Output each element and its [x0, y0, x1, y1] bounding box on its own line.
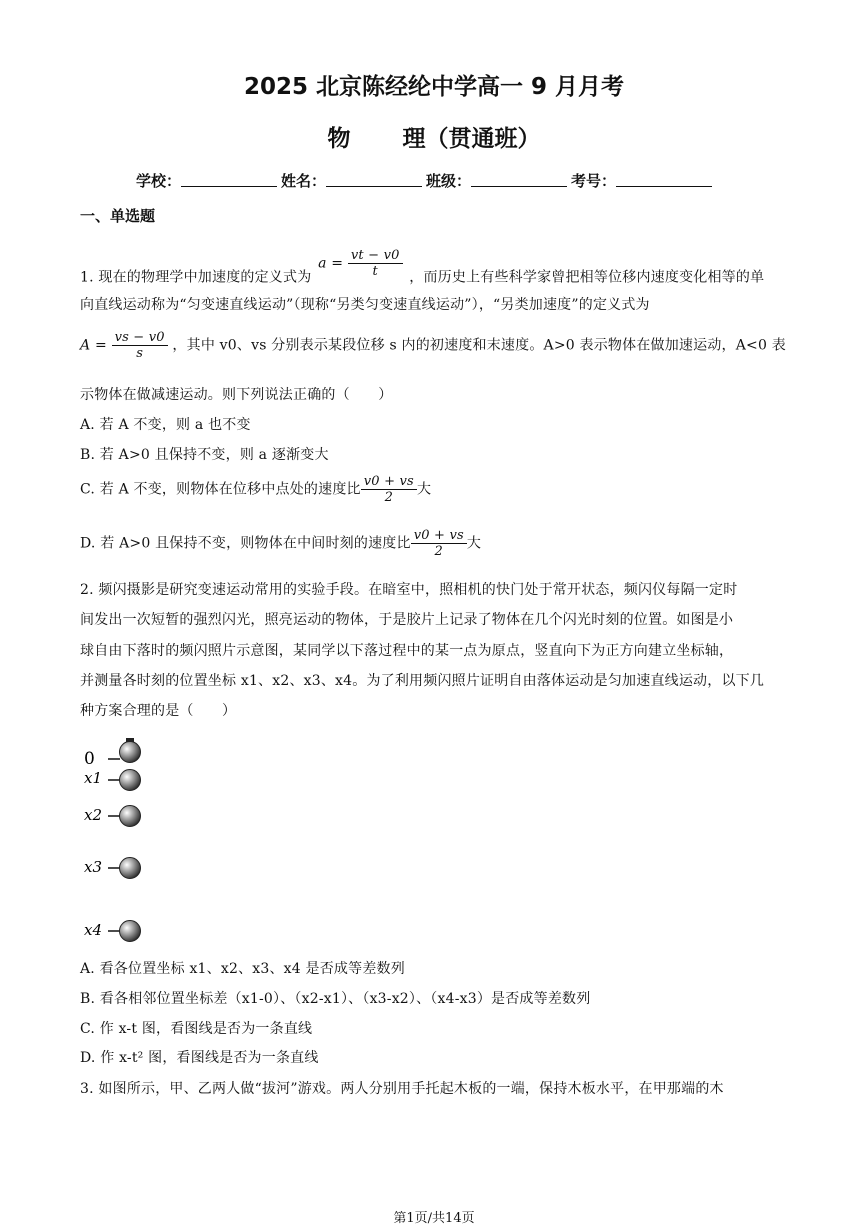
q2-option-b: B. 看各相邻位置坐标差（x1-0）、（x2-x1）、（x3-x2）、（x4-x3）是否成等差数列: [80, 991, 591, 1007]
section-heading: 一、单选题: [80, 207, 156, 225]
ball-2: [120, 806, 141, 827]
q2-line1: 2. 频闪摄影是研究变速运动常用的实验手段。在暗室中，照相机的快门处于常开状态，频闪仪每隔一定时: [80, 582, 738, 598]
page-title: 2025 北京陈经纶中学高一 9 月月考: [243, 74, 625, 100]
number-blank: [616, 172, 712, 187]
q1-option-c: C. 若 A 不变，则物体在位移中点处的速度比 $\frac{v0 + vs}{2}$ 大: [80, 474, 432, 505]
page-subtitle: [0, 120, 868, 153]
formula-a: a = $\frac{vt - v0}{t}$: [318, 248, 403, 279]
formula-A: A = $\frac{vs - v0}{s}$: [80, 330, 168, 361]
q1-line2: 向直线运动称为“匀变速直线运动”（现称“另类匀变速直线运动”），“另类加速度”的定义式为: [80, 297, 650, 313]
name-blank: [326, 172, 422, 187]
q1-option-b: B. 若 A>0 且保持不变，则 a 逐渐变大: [80, 447, 329, 463]
page-footer: 第1页/共14页: [393, 1211, 475, 1226]
q1-line4: 示物体在做减速运动。则下列说法正确的（ ）: [80, 387, 393, 403]
q1-text: 1. 现在的物理学中加速度的定义式为: [80, 269, 312, 286]
label-origin: 0: [84, 749, 95, 769]
school-blank: [181, 172, 277, 187]
strobe-photo-figure: [78, 732, 158, 952]
label-x3: x3: [84, 858, 103, 876]
q1-text: ，其中 v0、vs 分别表示某段位移 s 内的初速度和末速度。A>0 表示物体在做加速运动，A<0 表: [172, 337, 786, 354]
class-blank: [471, 172, 567, 187]
school-label: 学校：: [136, 172, 182, 190]
class-label: 班级：: [426, 172, 472, 190]
subtitle-part-a: 物: [327, 126, 351, 152]
label-x1: x1: [84, 769, 103, 787]
label-x2: x2: [84, 806, 103, 824]
fraction: $\frac{v0 + vs}{2}$: [411, 528, 467, 559]
q1-option-a: A. 若 A 不变，则 a 也不变: [80, 417, 251, 433]
student-info-row: [136, 170, 716, 191]
ball-1: [120, 770, 141, 791]
label-x4: x4: [84, 921, 103, 939]
ball-0: [120, 742, 141, 763]
fraction: $\frac{v0 + vs}{2}$: [361, 474, 417, 505]
number-label: 考号：: [571, 172, 617, 190]
q3-line1: 3. 如图所示，甲、乙两人做“拔河”游戏。两人分别用手托起木板的一端，保持木板水平，在甲那端的木: [80, 1081, 724, 1097]
name-label: 姓名：: [281, 172, 327, 190]
ball-3: [120, 858, 141, 879]
q2-option-a: A. 看各位置坐标 x1、x2、x3、x4 是否成等差数列: [80, 961, 405, 977]
q2-line3: 球自由下落时的频闪照片示意图，某同学以下落过程中的某一点为原点，竖直向下为正方向建立坐标轴，: [80, 643, 734, 659]
q1-line3: [80, 330, 786, 361]
q1-line1: [80, 248, 765, 293]
q2-option-d: D. 作 x-t² 图，看图线是否为一条直线: [80, 1050, 319, 1066]
q2-line2: 间发出一次短暂的强烈闪光，照亮运动的物体，于是胶片上记录了物体在几个闪光时刻的位置。如图是小: [80, 612, 734, 628]
ball-4: [120, 921, 141, 942]
q2-line5: 种方案合理的是（ ）: [80, 703, 237, 719]
q1-text: ，而历史上有些科学家曾把相等位移内速度变化相等的单: [409, 269, 765, 286]
q2-option-c: C. 作 x-t 图，看图线是否为一条直线: [80, 1021, 313, 1037]
subtitle-part-b: 理（贯通班）: [402, 126, 541, 152]
q1-option-d: D. 若 A>0 且保持不变，则物体在中间时刻的速度比 $\frac{v0 + vs}{2}$ 大: [80, 528, 482, 559]
q2-line4: 并测量各时刻的位置坐标 x1、x2、x3、x4。为了利用频闪照片证明自由落体运动是匀加速直线运动，以下几: [80, 673, 765, 689]
